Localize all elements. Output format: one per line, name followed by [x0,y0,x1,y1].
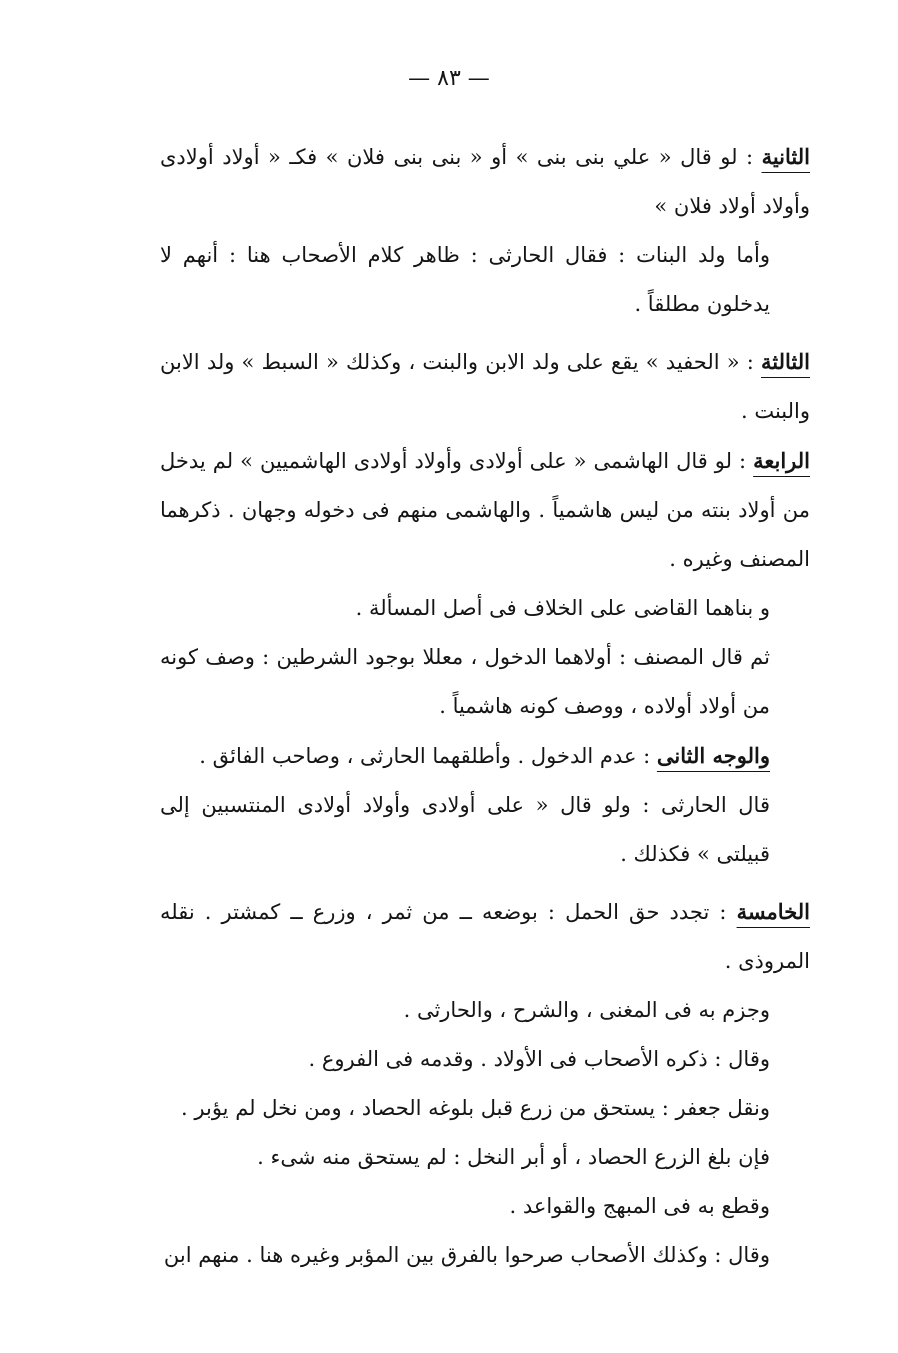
paragraph-text: وأما ولد البنات : فقال الحارثى : ظاهر كلام الأصحاب هنا : أنهم لا يدخلون مطلقاً . [160,243,770,316]
paragraph-text: وقال : ذكره الأصحاب فى الأولاد . وقدمه فى الفروع . [308,1047,770,1071]
paragraph-fifth [160,887,810,986]
paragraph-mughni [160,986,810,1035]
section-label-fourth: الرابعة [753,448,810,473]
paragraph-text: قال الحارثى : ولو قال « على أولادى وأولاد أولادى المنتسبين إلى قبيلتى » فكذلك . [160,793,770,866]
paragraph-harithi [160,781,810,879]
section-label-second-view: والوجه الثانى [656,743,770,768]
body-text [160,132,810,1280]
paragraph-third [160,337,810,436]
paragraph-text: وجزم به فى المغنى ، والشرح ، والحارثى . [403,998,770,1022]
paragraph-second-view [160,731,810,781]
section-label-fifth: الخامسة [736,899,810,924]
paragraph-furu [160,1035,810,1084]
paragraph-text: : لو قال « علي بنى بنى » أو « بنى بنى فلان » فكـ « أولاد أولادى وأولاد أولاد فلان » [160,145,810,218]
paragraph-text: ونقل جعفر : يستحق من زرع قبل بلوغه الحصاد ، ومن نخل لم يؤبر . [181,1096,770,1120]
paragraph-text: فإن بلغ الزرع الحصاد ، أو أبر النخل : لم يستحق منه شىء . [257,1145,770,1169]
page-number: — ٨٣ — [408,66,490,91]
paragraph-daughters-children [160,231,810,329]
paragraph-text: وقال : وكذلك الأصحاب صرحوا بالفرق بين المؤبر وغيره هنا . منهم ابن [163,1243,770,1267]
paragraph-text: وقطع به فى المبهج والقواعد . [509,1194,770,1218]
paragraph-mubhij [160,1182,810,1231]
paragraph-author-view [160,633,810,731]
paragraph-harvest [160,1133,810,1182]
paragraph-text: ثم قال المصنف : أولاهما الدخول ، معللا بوجود الشرطين : وصف كونه من أولاد أولاده ، ووصف كونه هاشمياً . [160,645,770,718]
section-label-second: الثانية [761,144,810,169]
paragraph-qadi [160,584,810,633]
paragraph-fourth [160,436,810,584]
section-label-third: الثالثة [761,349,810,374]
paragraph-jafar [160,1084,810,1133]
paragraph-text: و بناهما القاضى على الخلاف فى أصل المسألة . [355,596,770,620]
paragraph-text: : لو قال الهاشمى « على أولادى وأولاد أولادى الهاشميين » لم يدخل من أولاد بنته من ليس هاشمياً . والهاشمى منهم فى دخوله وجهان . ذكرهما المصنف وغيره . [160,449,810,571]
paragraph-text: : عدم الدخول . وأطلقهما الحارثى ، وصاحب الفائق . [199,744,657,768]
paragraph-last [160,1231,810,1280]
paragraph-text: : « الحفيد » يقع على ولد الابن والبنت ، وكذلك « السبط » ولد الابن والبنت . [160,350,810,423]
paragraph-second [160,132,810,231]
paragraph-text: : تجدد حق الحمل : بوضعه ــ من ثمر ، وزرع ــ كمشتر . نقله المروذى . [160,900,810,973]
